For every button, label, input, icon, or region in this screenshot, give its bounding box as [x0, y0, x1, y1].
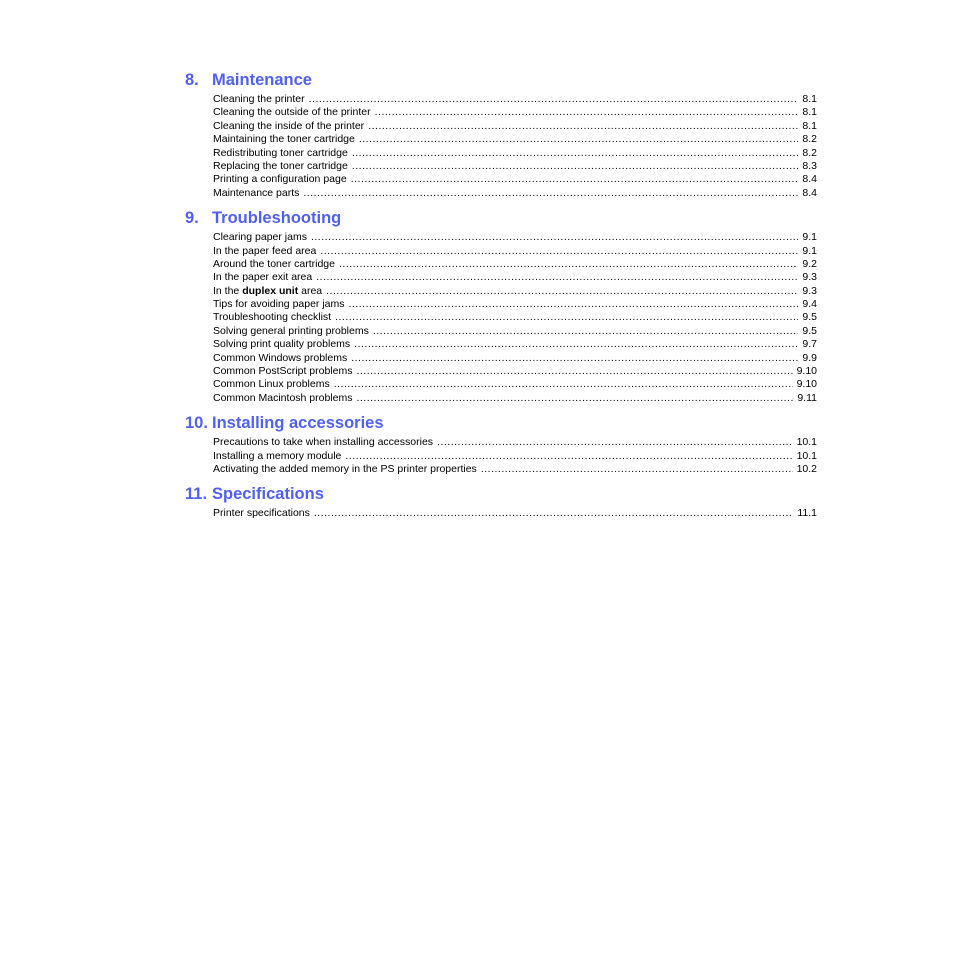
entry-page: 11.1	[797, 507, 817, 520]
section-number: 9.	[185, 209, 199, 228]
entry-page: 9.1	[802, 231, 817, 244]
dot-leader	[309, 93, 799, 106]
section-number: 8.	[185, 71, 199, 89]
entry-page: 8.4	[802, 186, 817, 199]
entry-label: Common PostScript problems	[213, 365, 353, 378]
dot-leader	[356, 392, 793, 405]
toc-entry[interactable]	[213, 120, 817, 133]
entry-label: Cleaning the inside of the printer	[213, 119, 365, 132]
entry-page: 9.5	[802, 311, 817, 324]
entry-page: 10.2	[796, 462, 817, 475]
dot-leader	[354, 338, 798, 351]
toc-entry[interactable]	[213, 365, 817, 378]
dot-leader	[303, 187, 798, 200]
entry-label-suffix: area	[298, 284, 323, 297]
dot-leader	[335, 311, 798, 324]
toc-section-installing-accessories	[185, 413, 817, 476]
entry-page: 8.2	[802, 133, 817, 146]
entry-page: 8.3	[802, 159, 817, 172]
dot-leader	[352, 160, 799, 173]
entry-label: Redistributing toner cartridge	[213, 146, 348, 159]
toc-entry[interactable]	[213, 298, 817, 311]
dot-leader	[326, 285, 798, 298]
entry-label: In the paper feed area	[213, 244, 317, 257]
entry-label: Cleaning the outside of the printer	[213, 106, 371, 119]
section-number: 10.	[185, 414, 208, 433]
toc-entry[interactable]	[213, 147, 817, 160]
entry-page: 8.2	[802, 146, 817, 159]
toc-entry[interactable]	[213, 173, 817, 186]
toc-entries	[213, 436, 817, 476]
entry-page: 9.4	[802, 298, 817, 311]
entry-label: In the paper exit area	[213, 271, 313, 284]
entry-label: Printer specifications	[213, 507, 310, 520]
section-heading[interactable]	[185, 208, 817, 228]
dot-leader	[349, 298, 799, 311]
entry-label: Common Windows problems	[213, 351, 348, 364]
toc-section-maintenance	[185, 70, 817, 200]
entry-page: 9.1	[802, 244, 817, 257]
entry-page: 9.2	[802, 257, 817, 270]
toc-entry[interactable]	[213, 93, 817, 106]
toc-entry[interactable]	[213, 245, 817, 258]
entry-label: Printing a configuration page	[213, 173, 347, 186]
toc-entry[interactable]	[213, 231, 817, 244]
toc-entries	[213, 93, 817, 200]
entry-page: 9.10	[796, 378, 817, 391]
entry-label: Installing a memory module	[213, 449, 342, 462]
dot-leader	[316, 271, 798, 284]
toc-entry[interactable]	[213, 392, 817, 405]
dot-leader	[356, 365, 792, 378]
toc-entry[interactable]	[213, 436, 817, 449]
toc-entries	[213, 507, 817, 520]
entry-label: Troubleshooting checklist	[213, 311, 332, 324]
section-heading[interactable]	[185, 484, 817, 504]
entry-label: Maintenance parts	[213, 186, 300, 199]
entry-label: Precautions to take when installing accessories	[213, 436, 434, 449]
entry-label-prefix: In the	[213, 284, 243, 297]
toc-entry[interactable]	[213, 378, 817, 391]
entry-page: 10.1	[796, 449, 817, 462]
entry-page: 9.3	[802, 284, 817, 297]
section-heading[interactable]	[185, 413, 817, 433]
entry-page: 9.5	[802, 324, 817, 337]
dot-leader	[481, 463, 793, 476]
toc-entry[interactable]	[213, 352, 817, 365]
dot-leader	[339, 258, 798, 271]
toc-entries	[213, 231, 817, 405]
toc-entry[interactable]	[213, 160, 817, 173]
entry-label: Common Linux problems	[213, 378, 330, 391]
toc-section-troubleshooting	[185, 208, 817, 405]
section-number: 11.	[185, 485, 208, 504]
dot-leader	[351, 173, 799, 186]
entry-label-bold: duplex unit	[242, 284, 299, 297]
entry-label: Common Macintosh problems	[213, 391, 353, 404]
entry-label: Replacing the toner cartridge	[213, 159, 348, 172]
toc-entry[interactable]	[213, 507, 817, 520]
dot-leader	[352, 147, 799, 160]
toc-entry[interactable]	[213, 325, 817, 338]
entry-label: Clearing paper jams	[213, 231, 307, 244]
section-title: Maintenance	[212, 71, 312, 89]
entry-label: Solving general printing problems	[213, 324, 369, 337]
toc-entry[interactable]	[213, 187, 817, 200]
dot-leader	[345, 450, 792, 463]
entry-label: Around the toner cartridge	[213, 257, 335, 270]
entry-page: 9.9	[802, 351, 817, 364]
entry-label: Activating the added memory in the PS printer properties	[213, 462, 477, 475]
toc-entry[interactable]	[213, 106, 817, 119]
section-heading[interactable]	[185, 70, 817, 90]
entry-label: Maintaining the toner cartridge	[213, 133, 355, 146]
entry-label	[213, 285, 322, 298]
dot-leader	[334, 378, 793, 391]
dot-leader	[351, 352, 798, 365]
toc-entry[interactable]	[213, 258, 817, 271]
entry-page: 8.1	[802, 93, 817, 105]
toc-entry[interactable]	[213, 271, 817, 284]
entry-page: 8.1	[802, 119, 817, 132]
entry-label: Solving print quality problems	[213, 338, 351, 351]
entry-label: Cleaning the printer	[213, 93, 305, 105]
entry-page: 9.11	[797, 391, 817, 404]
entry-page: 8.1	[802, 106, 817, 119]
entry-page: 10.1	[796, 436, 817, 449]
dot-leader	[314, 507, 793, 520]
dot-leader	[373, 325, 799, 338]
toc-section-specifications	[185, 484, 817, 520]
entry-page: 9.10	[796, 365, 817, 378]
dot-leader	[320, 245, 798, 258]
entry-page: 8.4	[802, 173, 817, 186]
dot-leader	[359, 133, 799, 146]
dot-leader	[368, 120, 798, 133]
entry-page: 9.3	[802, 271, 817, 284]
entry-page: 9.7	[802, 338, 817, 351]
toc-entry[interactable]	[213, 463, 817, 476]
toc-entry[interactable]	[213, 338, 817, 351]
section-title: Installing accessories	[212, 414, 384, 433]
toc-entry[interactable]	[213, 311, 817, 324]
toc-entry[interactable]	[213, 285, 817, 298]
table-of-contents	[185, 70, 817, 529]
dot-leader	[311, 231, 798, 244]
toc-entry[interactable]	[213, 450, 817, 463]
dot-leader	[375, 106, 799, 119]
toc-entry[interactable]	[213, 133, 817, 146]
entry-label: Tips for avoiding paper jams	[213, 298, 345, 311]
dot-leader	[437, 436, 793, 449]
section-title: Specifications	[212, 485, 324, 504]
section-title: Troubleshooting	[212, 209, 342, 228]
